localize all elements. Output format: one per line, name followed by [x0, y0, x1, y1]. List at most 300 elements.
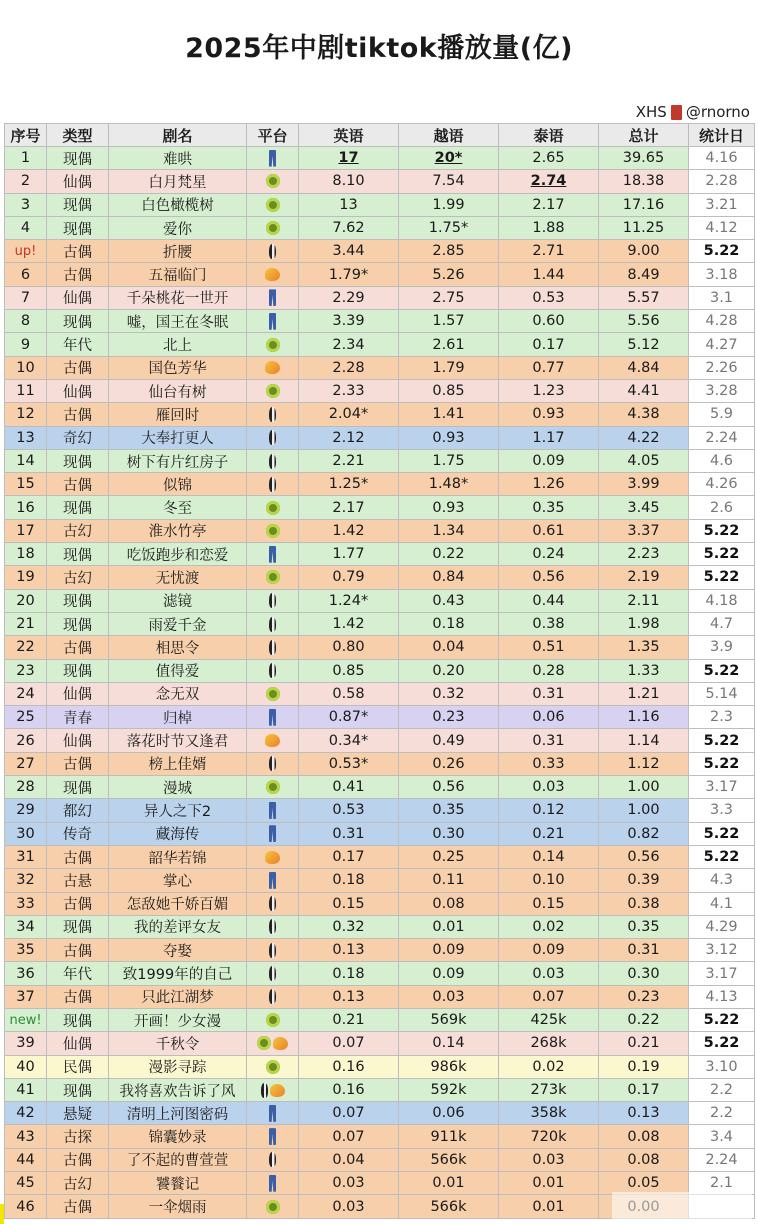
genre-cell-text: 现偶	[63, 198, 92, 215]
title-cell	[109, 170, 247, 193]
date-cell	[689, 845, 755, 868]
english-cell	[299, 776, 399, 799]
table-row	[5, 869, 755, 892]
date-cell	[689, 1102, 755, 1125]
title-cell	[109, 1172, 247, 1195]
genre-cell-text: 古偶	[63, 268, 92, 285]
genre-cell	[47, 310, 109, 333]
title-cell	[109, 636, 247, 659]
thai-cell-text: 0.77	[532, 359, 565, 376]
vietnamese-cell-text: 0.49	[432, 732, 465, 749]
total-cell	[599, 170, 689, 193]
date-cell	[689, 193, 755, 216]
total-cell-text: 4.84	[627, 359, 660, 376]
title-cell-text: 五福临门	[148, 268, 207, 285]
title-cell	[109, 915, 247, 938]
platform-cell	[247, 682, 299, 705]
title-cell-text: 雁回时	[155, 407, 200, 424]
table-row	[5, 682, 755, 705]
header-platform: 平台	[247, 124, 299, 147]
platform-cell	[247, 962, 299, 985]
genre-cell-text: 都幻	[63, 803, 92, 820]
total-cell-text: 1.21	[627, 685, 660, 702]
date-cell-text: 5.22	[703, 569, 740, 586]
table-row	[5, 1102, 755, 1125]
english-cell-text: 2.04*	[328, 406, 369, 423]
total-cell	[599, 473, 689, 496]
vietnamese-cell-text: 0.11	[432, 872, 465, 889]
date-cell	[689, 1032, 755, 1055]
total-cell	[599, 822, 689, 845]
english-cell	[299, 403, 399, 426]
rank-cell	[5, 379, 47, 402]
platform-cell	[247, 915, 299, 938]
total-cell	[599, 752, 689, 775]
total-cell-text: 0.05	[627, 1175, 660, 1192]
total-cell-text: 0.30	[627, 965, 660, 982]
genre-cell	[47, 379, 109, 402]
jeans-icon	[269, 546, 276, 563]
date-cell-text: 4.16	[705, 150, 738, 167]
title-cell-text: 相思令	[155, 640, 200, 657]
thai-cell-text: 0.09	[532, 453, 565, 469]
rank-cell-text: 16	[16, 499, 35, 516]
vietnamese-cell-text: 569k	[430, 1012, 467, 1029]
genre-cell-text: 悬疑	[63, 1106, 92, 1123]
genre-cell	[47, 496, 109, 519]
platform-cell	[247, 1055, 299, 1078]
genre-cell-text: 现偶	[63, 221, 92, 238]
genre-cell-text: 现偶	[63, 314, 92, 331]
rank-cell	[5, 356, 47, 379]
title-cell	[109, 892, 247, 915]
vietnamese-cell	[399, 706, 499, 729]
table-row	[5, 543, 755, 566]
vietnamese-cell	[399, 939, 499, 962]
vietnamese-cell	[399, 892, 499, 915]
rank-cell-text: new!	[9, 1012, 42, 1028]
thai-cell-text: 0.01	[532, 1198, 565, 1215]
table-row	[5, 426, 755, 449]
genre-cell	[47, 286, 109, 309]
english-cell-text: 2.29	[332, 289, 365, 306]
platform-cell	[247, 310, 299, 333]
title-cell	[109, 543, 247, 566]
thai-cell-text: 0.21	[532, 825, 565, 842]
thai-cell-text: 2.71	[532, 243, 565, 260]
total-cell-text: 9.00	[627, 243, 660, 260]
penguin-icon	[269, 407, 276, 422]
date-cell-text: 2.1	[709, 1175, 734, 1192]
thai-cell	[499, 379, 599, 402]
total-cell-text: 0.82	[627, 825, 660, 842]
date-cell	[689, 473, 755, 496]
title-cell	[109, 706, 247, 729]
vietnamese-cell-text: 0.43	[432, 592, 465, 609]
thai-cell-text: 0.17	[532, 336, 565, 353]
english-cell-text: 2.33	[332, 383, 365, 400]
jeans-icon	[269, 709, 276, 726]
title-cell-text: 北上	[163, 338, 192, 355]
title-cell-text: 漫城	[163, 780, 192, 797]
table-row	[5, 915, 755, 938]
genre-cell	[47, 473, 109, 496]
genre-cell	[47, 543, 109, 566]
date-cell-text: 5.22	[703, 522, 740, 539]
total-cell	[599, 1148, 689, 1171]
thai-cell	[499, 1078, 599, 1101]
genre-cell	[47, 193, 109, 216]
thai-cell-text: 2.17	[532, 196, 565, 213]
total-cell	[599, 612, 689, 635]
genre-cell	[47, 939, 109, 962]
vietnamese-cell-text: 566k	[430, 1198, 467, 1215]
total-cell-text: 0.22	[627, 1012, 660, 1029]
rank-cell	[5, 822, 47, 845]
english-cell-text: 0.53	[332, 802, 365, 819]
english-cell	[299, 519, 399, 542]
total-cell-text: 2.23	[627, 546, 660, 563]
platform-cell	[247, 333, 299, 356]
kiwi-icon	[266, 221, 280, 235]
rank-cell	[5, 216, 47, 239]
platform-cell	[247, 356, 299, 379]
vietnamese-cell-text: 0.09	[432, 965, 465, 982]
english-cell	[299, 286, 399, 309]
english-cell-text: 2.21	[332, 453, 365, 469]
date-cell	[689, 799, 755, 822]
title-cell-text: 千秋令	[155, 1036, 200, 1053]
vietnamese-cell-text: 1.75*	[428, 220, 469, 237]
english-cell	[299, 1078, 399, 1101]
title-cell-text: 爱你	[163, 221, 192, 238]
vietnamese-cell	[399, 1102, 499, 1125]
date-cell-text: 2.2	[709, 1105, 734, 1122]
platform-cell	[247, 240, 299, 263]
english-cell	[299, 706, 399, 729]
date-cell-text: 3.17	[705, 965, 738, 982]
thai-cell	[499, 1125, 599, 1148]
english-cell	[299, 1055, 399, 1078]
genre-cell	[47, 356, 109, 379]
genre-cell-text: 民偶	[63, 1060, 92, 1077]
table-row	[5, 962, 755, 985]
english-cell	[299, 240, 399, 263]
date-cell	[689, 915, 755, 938]
thai-cell-text: 0.93	[532, 406, 565, 423]
vietnamese-cell-text: 0.93	[432, 429, 465, 446]
english-cell	[299, 1125, 399, 1148]
kiwi-icon	[266, 174, 280, 188]
rank-cell-text: 44	[16, 1151, 35, 1168]
english-cell-text: 3.44	[332, 243, 365, 260]
thai-cell-text: 0.14	[532, 849, 565, 866]
genre-cell-text: 现偶	[63, 664, 92, 681]
english-cell-text: 0.21	[332, 1012, 365, 1029]
title-cell-text: 嘘，国王在冬眠	[126, 314, 229, 331]
thai-cell	[499, 776, 599, 799]
platform-cell	[247, 1008, 299, 1031]
title-cell-text: 白色橄榄树	[141, 198, 214, 215]
vietnamese-cell	[399, 869, 499, 892]
date-cell	[689, 379, 755, 402]
thai-cell-text: 0.03	[532, 1151, 565, 1168]
date-cell-text: 4.13	[705, 988, 738, 1005]
thai-cell	[499, 543, 599, 566]
english-cell	[299, 1032, 399, 1055]
date-cell-text: 2.24	[705, 429, 738, 446]
total-cell	[599, 1008, 689, 1031]
vietnamese-cell-text: 0.93	[432, 499, 465, 516]
total-cell	[599, 403, 689, 426]
rank-cell-text: 7	[20, 289, 31, 306]
genre-cell-text: 年代	[63, 967, 92, 984]
vietnamese-cell-text: 0.22	[432, 546, 465, 563]
platform-cell	[247, 473, 299, 496]
credit	[636, 103, 750, 121]
title-cell	[109, 1078, 247, 1101]
rank-cell-text: 13	[16, 429, 35, 446]
vietnamese-cell	[399, 566, 499, 589]
title-cell-text: 饕餮记	[155, 1176, 200, 1193]
total-cell	[599, 310, 689, 333]
title-cell-text: 藏海传	[155, 827, 200, 844]
rank-cell-text: 10	[16, 359, 35, 376]
vietnamese-cell	[399, 845, 499, 868]
title-cell	[109, 799, 247, 822]
penguin-icon	[269, 430, 276, 445]
header-total: 总计	[599, 124, 689, 147]
date-cell-text: 2.28	[705, 173, 738, 190]
genre-cell-text: 仙偶	[63, 384, 92, 401]
total-cell-text: 0.08	[627, 1151, 660, 1168]
english-cell	[299, 869, 399, 892]
date-cell	[689, 170, 755, 193]
thai-cell	[499, 1055, 599, 1078]
genre-cell	[47, 892, 109, 915]
thai-cell-text: 1.26	[532, 476, 565, 493]
date-cell-text: 2.26	[705, 359, 738, 376]
english-cell	[299, 1195, 399, 1218]
vietnamese-cell-text: 0.01	[432, 1175, 465, 1192]
english-cell-text: 17	[338, 150, 359, 167]
english-cell	[299, 333, 399, 356]
total-cell-text: 0.21	[627, 1035, 660, 1052]
date-cell	[689, 496, 755, 519]
thai-cell	[499, 1008, 599, 1031]
total-cell-text: 2.11	[627, 592, 660, 609]
thai-cell	[499, 147, 599, 170]
vietnamese-cell	[399, 310, 499, 333]
thai-cell	[499, 892, 599, 915]
genre-cell	[47, 170, 109, 193]
title-cell-text: 千朵桃花一世开	[126, 291, 229, 308]
vietnamese-cell-text: 1.48*	[428, 476, 469, 493]
table-row	[5, 496, 755, 519]
english-cell	[299, 263, 399, 286]
genre-cell	[47, 869, 109, 892]
title-cell	[109, 449, 247, 472]
rank-cell-text: 27	[16, 755, 35, 772]
total-cell	[599, 869, 689, 892]
english-cell-text: 0.04	[332, 1151, 365, 1168]
genre-cell-text: 青春	[63, 710, 92, 727]
rank-cell	[5, 1148, 47, 1171]
date-cell	[689, 263, 755, 286]
date-cell-text: 3.21	[705, 196, 738, 213]
rank-cell-text: 23	[16, 662, 35, 679]
title-cell	[109, 1008, 247, 1031]
thai-cell	[499, 799, 599, 822]
total-cell	[599, 706, 689, 729]
vietnamese-cell	[399, 1008, 499, 1031]
english-cell	[299, 1172, 399, 1195]
total-cell	[599, 240, 689, 263]
total-cell-text: 2.19	[627, 569, 660, 586]
rank-cell	[5, 1008, 47, 1031]
rank-cell-text: 22	[16, 639, 35, 656]
jeans-icon	[269, 1175, 276, 1192]
date-cell	[689, 1125, 755, 1148]
english-cell	[299, 356, 399, 379]
date-cell-text: 4.29	[705, 918, 738, 935]
table-row	[5, 170, 755, 193]
total-cell	[599, 543, 689, 566]
platform-cell	[247, 752, 299, 775]
total-cell	[599, 1032, 689, 1055]
date-cell	[689, 519, 755, 542]
title-cell-text: 淮水竹亭	[148, 524, 207, 541]
table-row	[5, 1125, 755, 1148]
genre-cell	[47, 1172, 109, 1195]
rank-cell-text: 36	[16, 965, 35, 982]
genre-cell-text: 现偶	[63, 547, 92, 564]
thai-cell-text: 1.44	[532, 266, 565, 283]
title-cell-text: 国色芳华	[148, 361, 207, 378]
rank-cell	[5, 193, 47, 216]
rank-cell	[5, 496, 47, 519]
date-cell	[689, 892, 755, 915]
thai-cell	[499, 612, 599, 635]
title-cell	[109, 193, 247, 216]
vietnamese-cell	[399, 1032, 499, 1055]
total-cell-text: 1.12	[627, 755, 660, 772]
title-cell-text: 致1999年的自己	[122, 967, 233, 984]
english-cell	[299, 1148, 399, 1171]
rank-cell-text: 17	[16, 522, 35, 539]
vietnamese-cell-text: 0.23	[432, 709, 465, 726]
total-cell	[599, 729, 689, 752]
english-cell-text: 0.17	[332, 849, 365, 866]
genre-cell-text: 古探	[63, 1130, 92, 1147]
genre-cell-text: 古偶	[63, 757, 92, 774]
total-cell-text: 39.65	[622, 150, 665, 167]
vietnamese-cell-text: 0.14	[432, 1035, 465, 1052]
english-cell-text: 0.07	[332, 1128, 365, 1145]
kiwi-icon	[266, 570, 280, 584]
thai-cell-text: 0.06	[532, 709, 565, 726]
total-cell-text: 8.49	[627, 266, 660, 283]
rank-cell-text: 11	[16, 383, 35, 400]
rank-cell-text: 41	[16, 1082, 35, 1099]
rank-cell-text: 6	[20, 266, 31, 283]
date-cell-text: 3.18	[705, 266, 738, 283]
thai-cell	[499, 333, 599, 356]
genre-cell-text: 古偶	[63, 943, 92, 960]
kiwi-icon	[266, 384, 280, 398]
english-cell-text: 0.80	[332, 639, 365, 656]
genre-cell-text: 古偶	[63, 640, 92, 657]
genre-cell	[47, 706, 109, 729]
title-cell	[109, 1148, 247, 1171]
title-cell	[109, 1102, 247, 1125]
date-cell	[689, 1055, 755, 1078]
date-cell-text: 3.28	[705, 383, 738, 400]
rank-cell	[5, 892, 47, 915]
english-cell	[299, 496, 399, 519]
total-cell	[599, 147, 689, 170]
platform-cell	[247, 845, 299, 868]
page-title: 2025年中剧tiktok播放量(亿)	[185, 33, 573, 64]
english-cell	[299, 1102, 399, 1125]
genre-cell	[47, 799, 109, 822]
rank-cell	[5, 939, 47, 962]
table-row	[5, 612, 755, 635]
jeans-icon	[269, 313, 276, 330]
english-cell-text: 0.34*	[328, 732, 369, 749]
english-cell	[299, 822, 399, 845]
total-cell	[599, 776, 689, 799]
kiwi-icon	[266, 780, 280, 794]
penguin-icon	[269, 454, 276, 469]
platform-cell	[247, 589, 299, 612]
title-cell-text: 我的差评女友	[134, 920, 221, 937]
english-cell	[299, 543, 399, 566]
table-row	[5, 1078, 755, 1101]
vietnamese-cell	[399, 1078, 499, 1101]
penguin-icon	[269, 943, 276, 958]
date-cell	[689, 310, 755, 333]
total-cell	[599, 519, 689, 542]
english-cell-text: 1.79*	[328, 266, 369, 283]
thai-cell-text: 0.07	[532, 988, 565, 1005]
title-cell	[109, 1125, 247, 1148]
vietnamese-cell	[399, 776, 499, 799]
thai-cell-text: 0.51	[532, 639, 565, 656]
total-cell	[599, 496, 689, 519]
date-cell-text: 2.24	[705, 1151, 738, 1168]
table-row	[5, 939, 755, 962]
thai-cell-text: 0.09	[532, 942, 565, 959]
title-cell-text: 掌心	[163, 873, 192, 890]
genre-cell-text: 古偶	[63, 1153, 92, 1170]
total-cell-text: 0.17	[627, 1082, 660, 1099]
english-cell	[299, 939, 399, 962]
vietnamese-cell-text: 1.34	[432, 522, 465, 539]
thai-cell-text: 0.53	[532, 289, 565, 306]
genre-cell-text: 仙偶	[63, 291, 92, 308]
penguin-icon	[269, 756, 276, 771]
english-cell	[299, 729, 399, 752]
title-cell	[109, 729, 247, 752]
english-cell	[299, 147, 399, 170]
vietnamese-cell	[399, 612, 499, 635]
date-cell-text: 3.1	[709, 289, 734, 306]
genre-cell-text: 现偶	[63, 617, 92, 634]
vietnamese-cell	[399, 589, 499, 612]
thai-cell	[499, 286, 599, 309]
total-cell	[599, 356, 689, 379]
